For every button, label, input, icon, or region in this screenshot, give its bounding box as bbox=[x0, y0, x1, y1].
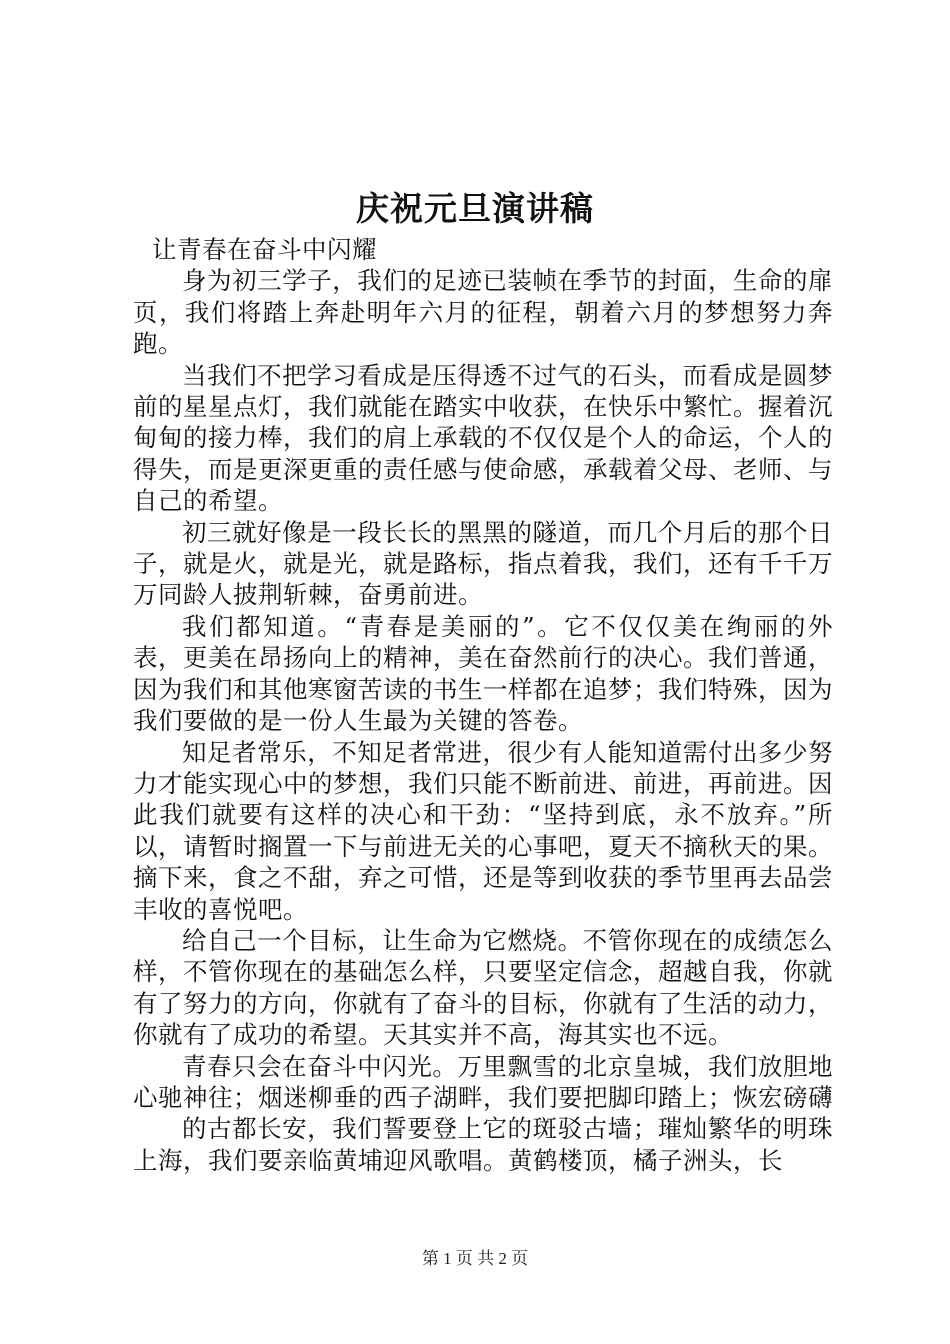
paragraph: 的古都长安，我们誓要登上它的斑驳古墙；璀灿繁华的明珠上海，我们要亲临黄埔迎风歌唱。黄鹤楼顶，橘子洲头，长 bbox=[133, 1114, 833, 1175]
paragraph: 青春只会在奋斗中闪光。万里飘雪的北京皇城，我们放胆地心驰神往；烟迷柳垂的西子湖畔，我们要把脚印踏上；恢宏磅礴 bbox=[133, 1051, 833, 1112]
document-body bbox=[133, 234, 833, 1176]
paragraph: 当我们不把学习看成是压得透不过气的石头，而看成是圆梦前的星星点灯，我们就能在踏实中收获，在快乐中繁忙。握着沉甸甸的接力棒，我们的肩上承载的不仅仅是个人的命运，个人的得失，而是更深更重的责任感与使命感，承载着父母、老师、与自己的希望。 bbox=[133, 360, 833, 516]
document-title: 庆祝元旦演讲稿 bbox=[356, 189, 594, 228]
paragraph: 身为初三学子，我们的足迹已装帧在季节的封面，生命的扉页，我们将踏上奔赴明年六月的征程，朝着六月的梦想努力奔跑。 bbox=[133, 266, 833, 359]
paragraph: 我们都知道。“青春是美丽的”。它不仅仅美在绚丽的外表，更美在昂扬向上的精神，美在奋然前行的决心。我们普通，因为我们和其他寒窗苦读的书生一样都在追梦；我们特殊，因为我们要做的是一份人生最为关键的答卷。 bbox=[133, 611, 833, 736]
page-footer: 第 1 页 共 2 页 bbox=[421, 1249, 529, 1268]
document-subtitle: 让青春在奋斗中闪耀 bbox=[152, 235, 377, 264]
paragraph: 知足者常乐，不知足者常进，很少有人能知道需付出多少努力才能实现心中的梦想，我们只能不断前进、前进，再前进。因此我们就要有这样的决心和干劲：“坚持到底，永不放弃。”所以，请暂时搁置一下与前进无关的心事吧，夏天不摘秋天的果。摘下来，食之不甜，弃之可惜，还是等到收获的季节里再去品尝丰收的喜悦吧。 bbox=[133, 737, 833, 924]
paragraph: 给自己一个目标，让生命为它燃烧。不管你现在的成绩怎么样，不管你现在的基础怎么样，只要坚定信念，超越自我，你就有了努力的方向，你就有了奋斗的目标，你就有了生活的动力，你就有了成功的希望。天其实并不高，海其实也不远。 bbox=[133, 925, 833, 1050]
paragraph: 初三就好像是一段长长的黑黑的隧道，而几个月后的那个日子，就是火，就是光，就是路标，指点着我，我们，还有千千万万同龄人披荆斩棘，奋勇前进。 bbox=[133, 517, 833, 610]
